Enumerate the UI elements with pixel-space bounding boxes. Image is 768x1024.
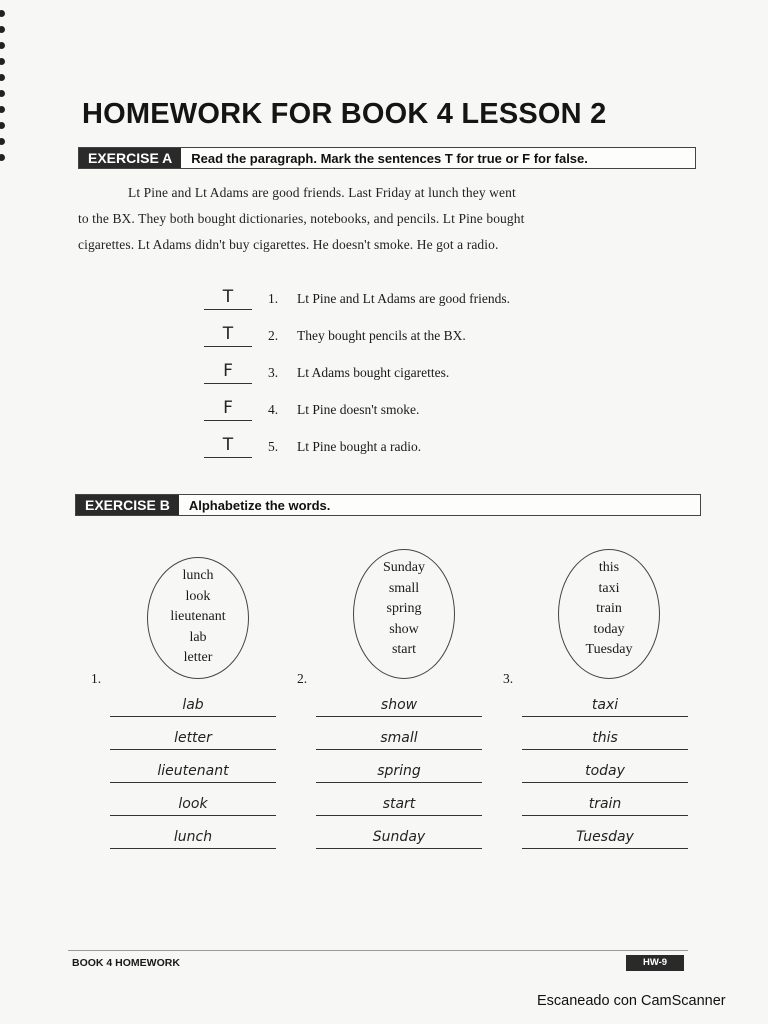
tf-item-number: 2. — [268, 328, 279, 343]
tf-item-text: Lt Pine and Lt Adams are good friends. — [297, 291, 510, 306]
answer-line[interactable]: taxi — [522, 692, 688, 717]
oval-word: show — [389, 621, 419, 637]
answer-line[interactable]: train — [522, 791, 688, 816]
spiral-binding — [0, 10, 8, 180]
answer-line[interactable]: lieutenant — [110, 758, 276, 783]
answer-line[interactable]: Tuesday — [522, 824, 688, 849]
exercise-a-instruction: Read the paragraph. Mark the sentences T for true or F for false. — [191, 150, 588, 166]
tf-answer-field[interactable]: T — [204, 324, 252, 347]
answer-line[interactable]: letter — [110, 725, 276, 750]
oval-word: train — [596, 601, 622, 616]
paragraph-line: cigarettes. Lt Adams didn't buy cigarettes. He doesn't smoke. He got a radio. — [78, 237, 499, 252]
paragraph-line: to the BX. They both bought dictionaries, notebooks, and pencils. Lt Pine bought — [78, 211, 525, 226]
tf-answer-field[interactable]: F — [204, 361, 252, 384]
answer-line[interactable]: lunch — [110, 824, 276, 849]
oval-word: letter — [183, 650, 213, 665]
oval-word: this — [598, 560, 620, 575]
tf-item-text: Lt Pine bought a radio. — [297, 439, 422, 454]
word-oval-3 — [558, 549, 660, 679]
tf-item — [204, 398, 624, 435]
answer-line[interactable]: show — [316, 692, 482, 717]
answer-line[interactable]: spring — [316, 758, 482, 783]
answer-line[interactable]: today — [522, 758, 688, 783]
oval-word: look — [185, 588, 211, 604]
exercise-b-header — [75, 494, 701, 516]
tf-answer-field[interactable]: T — [204, 435, 252, 458]
group-number-3: 3. — [503, 671, 514, 686]
word-oval-1 — [147, 557, 249, 679]
exercise-a-tag: EXERCISE A — [79, 148, 181, 168]
group-number-2: 2. — [297, 671, 308, 686]
tf-item — [204, 361, 624, 398]
exercise-a-paragraph — [78, 180, 678, 258]
oval-word: small — [388, 580, 420, 596]
tf-item-number: 5. — [268, 439, 279, 454]
oval-word: start — [391, 642, 417, 657]
tf-item-number: 3. — [268, 365, 279, 380]
oval-word: lunch — [182, 568, 214, 583]
tf-answer-field[interactable]: F — [204, 398, 252, 421]
oval-word: spring — [386, 601, 422, 616]
tf-item-text: They bought pencils at the BX. — [297, 328, 466, 343]
answer-line[interactable]: look — [110, 791, 276, 816]
group-number-1: 1. — [91, 671, 102, 686]
oval-word: lieutenant — [170, 609, 226, 624]
oval-word: Tuesday — [585, 642, 633, 657]
paragraph-line: Lt Pine and Lt Adams are good friends. Last Friday at lunch they went — [128, 185, 516, 200]
oval-word: Sunday — [383, 560, 425, 575]
oval-word: taxi — [598, 580, 620, 596]
page-title: HOMEWORK FOR BOOK 4 LESSON 2 — [82, 98, 607, 130]
answer-line[interactable]: Sunday — [316, 824, 482, 849]
word-oval-2 — [353, 549, 455, 679]
answer-line[interactable]: small — [316, 725, 482, 750]
oval-word: today — [593, 621, 625, 637]
oval-word: lab — [189, 629, 207, 645]
answer-line[interactable]: this — [522, 725, 688, 750]
exercise-a-header — [78, 147, 696, 169]
tf-item — [204, 324, 624, 361]
tf-answer-field[interactable]: T — [204, 287, 252, 310]
answer-line[interactable]: start — [316, 791, 482, 816]
tf-item — [204, 287, 624, 324]
tf-item-text: Lt Pine doesn't smoke. — [297, 402, 420, 417]
tf-item-text: Lt Adams bought cigarettes. — [297, 365, 450, 380]
footer-divider — [68, 950, 688, 951]
tf-item — [204, 435, 624, 472]
footer-page-badge: HW-9 — [626, 955, 684, 971]
true-false-list — [204, 287, 624, 472]
exercise-b-tag: EXERCISE B — [76, 495, 179, 515]
scanner-watermark: Escaneado con CamScanner — [537, 993, 726, 1009]
footer-book-label: BOOK 4 HOMEWORK — [72, 957, 180, 969]
exercise-b-instruction: Alphabetize the words. — [188, 497, 331, 513]
tf-item-number: 4. — [268, 402, 279, 417]
tf-item-number: 1. — [268, 291, 279, 306]
answer-line[interactable]: lab — [110, 692, 276, 717]
